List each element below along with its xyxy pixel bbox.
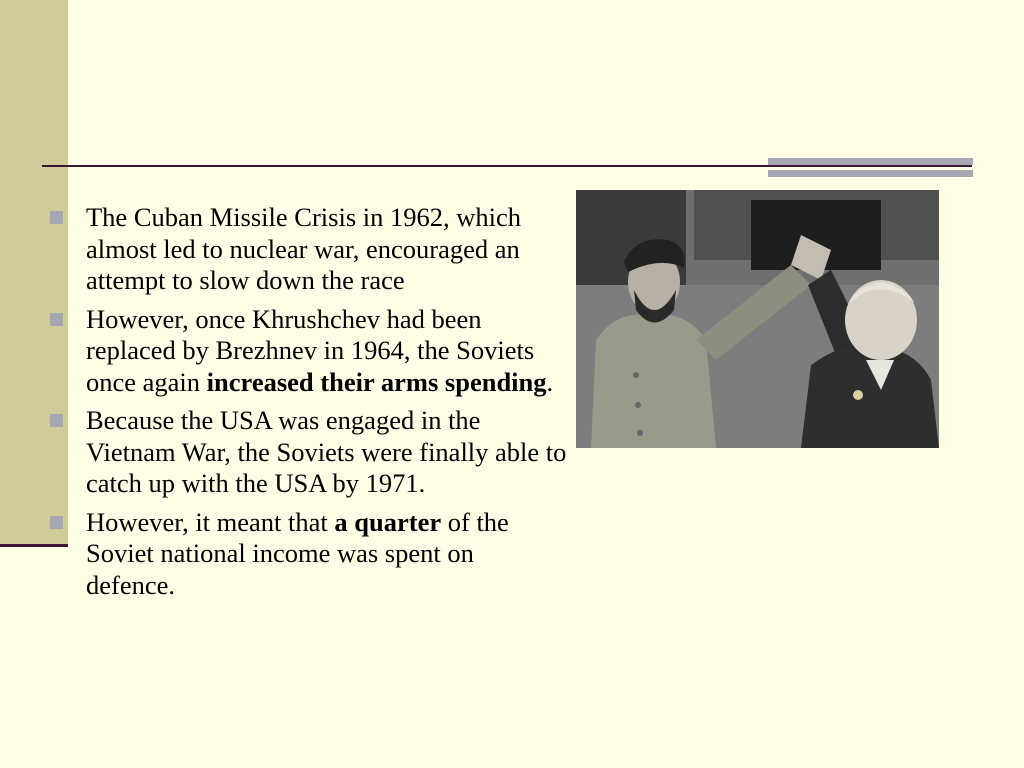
- bullet-text: The Cuban Missile Crisis in 1962, which almost led to nuclear war, encouraged an attempt to slow down the race: [86, 202, 522, 295]
- bullet-text-after: of the Soviet national income was spent on defence.: [86, 506, 509, 600]
- bullet-text-before: However, it meant that: [86, 506, 335, 537]
- square-bullet-icon: [50, 313, 63, 326]
- bullet-item: [48, 507, 568, 602]
- accent-bar-top: [768, 158, 973, 165]
- bullet-item: [48, 304, 568, 399]
- bullet-text-before: However, once Khrushchev had been replaced by Brezhnev in 1964, the Soviets once again: [86, 303, 535, 397]
- square-bullet-icon: [50, 516, 63, 529]
- bullet-text: Because the USA was engaged in the Vietnam War, the Soviets were finally able to catch up with the USA by 1971.: [86, 405, 567, 498]
- square-bullet-icon: [50, 414, 63, 427]
- bullet-item: [48, 405, 568, 500]
- bullet-text-bold: increased their arms spending: [206, 366, 547, 397]
- bullet-item: [48, 202, 568, 297]
- bullet-text-after: .: [546, 366, 554, 397]
- historical-photo: [576, 190, 939, 448]
- bullet-list: [48, 202, 568, 608]
- square-bullet-icon: [50, 211, 63, 224]
- title-rule: [42, 165, 972, 167]
- accent-bar-bottom: [768, 170, 973, 177]
- bullet-text-bold: a quarter: [334, 506, 442, 537]
